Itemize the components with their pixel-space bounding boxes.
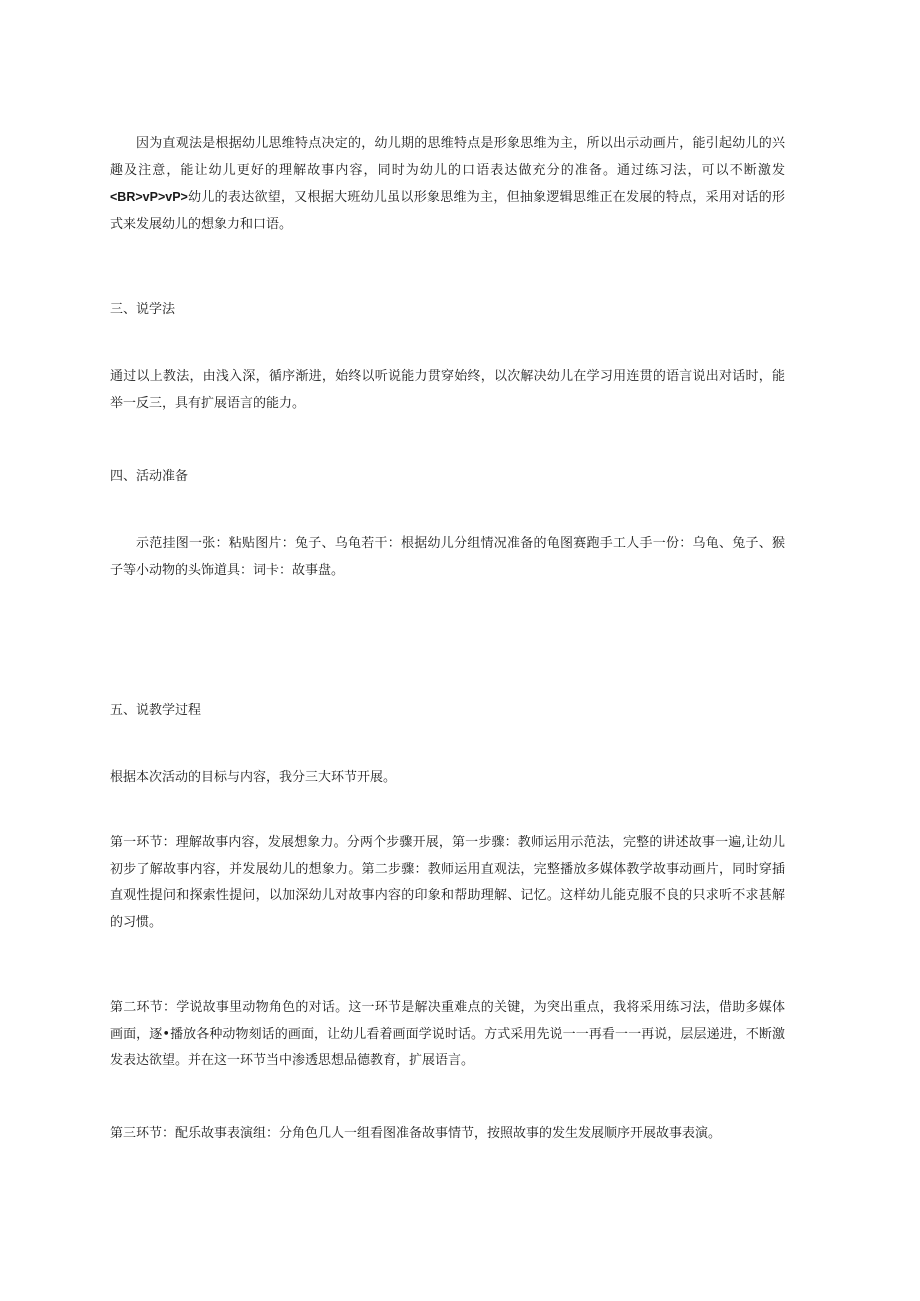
p1-line4: 式来发展幼儿的想象力和口语。 bbox=[110, 216, 293, 232]
p1-line1: 因为直观法是根据幼儿思维特点决定的，幼儿期的思维特点是形象思维为主，所以出示动画片，能引起幼儿的兴趣 bbox=[110, 136, 785, 178]
paragraph-teaching-method-rationale bbox=[110, 131, 785, 238]
p1-stray-markup: <BR>vP>vP> bbox=[110, 190, 188, 204]
paragraph-process-overview: 根据本次活动的目标与内容，我分三大环节开展。 bbox=[110, 770, 397, 785]
section-heading-teaching-process: 五、说教学过程 bbox=[110, 703, 202, 718]
paragraph-stage-one: 第一环节：理解故事内容，发展想象力。分两个步骤开展，第一步骤：教师运用示范法，完整的讲述故事一遍,让幼儿初步了解故事内容，并发展幼儿的想象力。第二步骤：教师运用直观法，完整播放多媒体教学故事动画片，同时穿插直观性提问和探索性提问，以加深幼儿对故事内容的印象和帮助理解、记忆。这样幼儿能克服不良的只求听不求甚解的习惯。 bbox=[110, 835, 785, 930]
paragraph-stage-three: 第三环节：配乐故事表演组：分角色几人一组看图准备故事情节，按照故事的发生发展顺序开展故事表演。 bbox=[110, 1126, 722, 1141]
p1-line2: 及注意，能让幼儿更好的理解故事内容，同时为幼儿的口语表达做充分的准备。通过练习法，可以不断激发 bbox=[124, 162, 785, 178]
section-heading-learning-method: 三、说学法 bbox=[110, 302, 176, 317]
paragraph-stage-two: 第二环节：学说故事里动物角色的对话。这一环节是解决重难点的关键，为突出重点，我将采用练习法，借助多媒体画面，逐•播放各种动物刻话的画面，让幼儿看着画面学说时话。方式采用先说一一再看一一再说，层层递进，不断激发表达欲望。并在这一环节当中渗透思想品德教育，扩展语言。 bbox=[110, 1000, 785, 1068]
paragraph-learning-method: 通过以上教法，由浅入深，循序渐进，始终以听说能力贯穿始终，以次解决幼儿在学习用连贯的语言说出对话时，能举一反三，具有扩展语言的能力。 bbox=[110, 369, 785, 411]
section-heading-activity-preparation: 四、活动准备 bbox=[110, 469, 189, 484]
p1-line3: 幼儿的表达欲望，又根据大班幼儿虽以形象思维为主，但抽象逻辑思维正在发展的特点，采用对话的形 bbox=[187, 190, 785, 205]
paragraph-activity-preparation: 示范挂图一张：粘贴图片：兔子、乌龟若干：根据幼儿分组情况准备的龟图赛跑手工人手一份：乌龟、兔子、猴子等小动物的头饰道具：词卡：故事盘。 bbox=[110, 536, 785, 578]
